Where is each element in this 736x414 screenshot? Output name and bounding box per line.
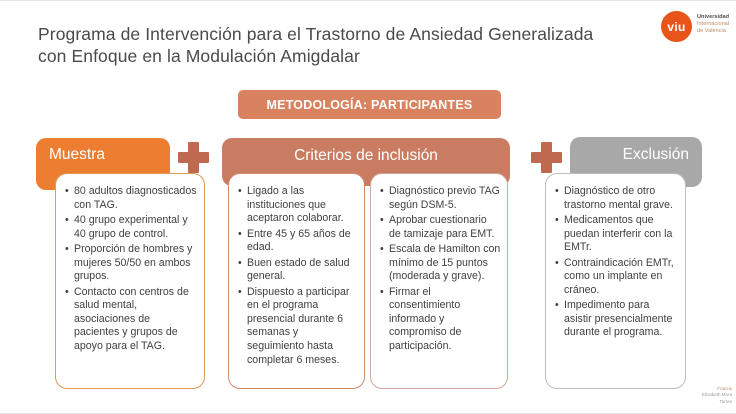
bullet-item: • Firmar el consentimiento informado y compromiso de participación. [380,286,501,354]
inclusion-list-box-left [228,173,365,389]
bullet-item: • Ligado a las instituciones que aceptaron colaborar. [238,185,358,226]
plus-icon [531,142,562,173]
credit-line: Elizabeth Mora [701,392,732,398]
exclusion-list [555,185,679,340]
header-exclusion: Exclusión [570,137,702,187]
muestra-list [65,185,198,354]
viu-logo [661,11,729,42]
bullet-item: • Impedimento para asistir presencialmente durante el programa. [555,299,679,340]
inclusion-list-left [238,185,358,367]
credit-line: Torres [719,398,732,404]
bullet-item: • Buen estado de salud general. [238,257,358,284]
logo-line-universidad: Universidad [697,14,730,20]
bullet-item: • 40 grupo experimental y 40 grupo de control. [65,214,198,241]
credit-line: Francis [717,386,732,392]
inclusion-list-right [380,185,501,354]
header-criterios-inclusion: Criterios de inclusión [222,138,510,186]
bullet-item: • Entre 45 y 65 años de edad. [238,228,358,255]
logo-line-de-valencia: de Valencia [697,27,726,34]
logo-line-internacional: Internacional [697,20,730,27]
bullet-item: • Aprobar cuestionario de tamizaje para EMT. [380,214,501,241]
bullet-item: • 80 adultos diagnosticados con TAG. [65,185,198,212]
muestra-list-box [55,173,205,389]
bullet-item: • Diagnóstico de otro trastorno mental grave. [555,185,679,212]
bullet-item: • Medicamentos que puedan interferir con la EMTr. [555,214,679,255]
author-credit [702,386,732,405]
methodology-badge: METODOLOGÍA: PARTICIPANTES [238,90,501,119]
bullet-item: • Diagnóstico previo TAG según DSM-5. [380,185,501,212]
bullet-item: • Proporción de hombres y mujeres 50/50 en ambos grupos. [65,243,198,284]
viu-logo-icon: viu [661,11,692,42]
header-muestra: Muestra [36,138,170,190]
bullet-item: • Contacto con centros de salud mental, asociaciones de pacientes y grupos de apoyo para el TAG. [65,286,198,354]
slide-title: Programa de Intervención para el Trastorno de Ansiedad Generalizada con Enfoque en la Modulación Amigdalar [38,24,594,67]
exclusion-list-box [545,173,686,389]
inclusion-list-box-right [370,173,508,389]
bullet-item: • Escala de Hamilton con mínimo de 15 puntos (moderada y grave). [380,243,501,284]
bullet-item: • Dispuesto a participar en el programa presencial durante 6 semanas y seguimiento hasta completar 6 meses. [238,286,358,367]
bullet-item: • Contraindicación EMTr, como un implante en cráneo. [555,257,679,298]
viu-logo-text [697,14,729,35]
plus-icon [178,142,209,173]
